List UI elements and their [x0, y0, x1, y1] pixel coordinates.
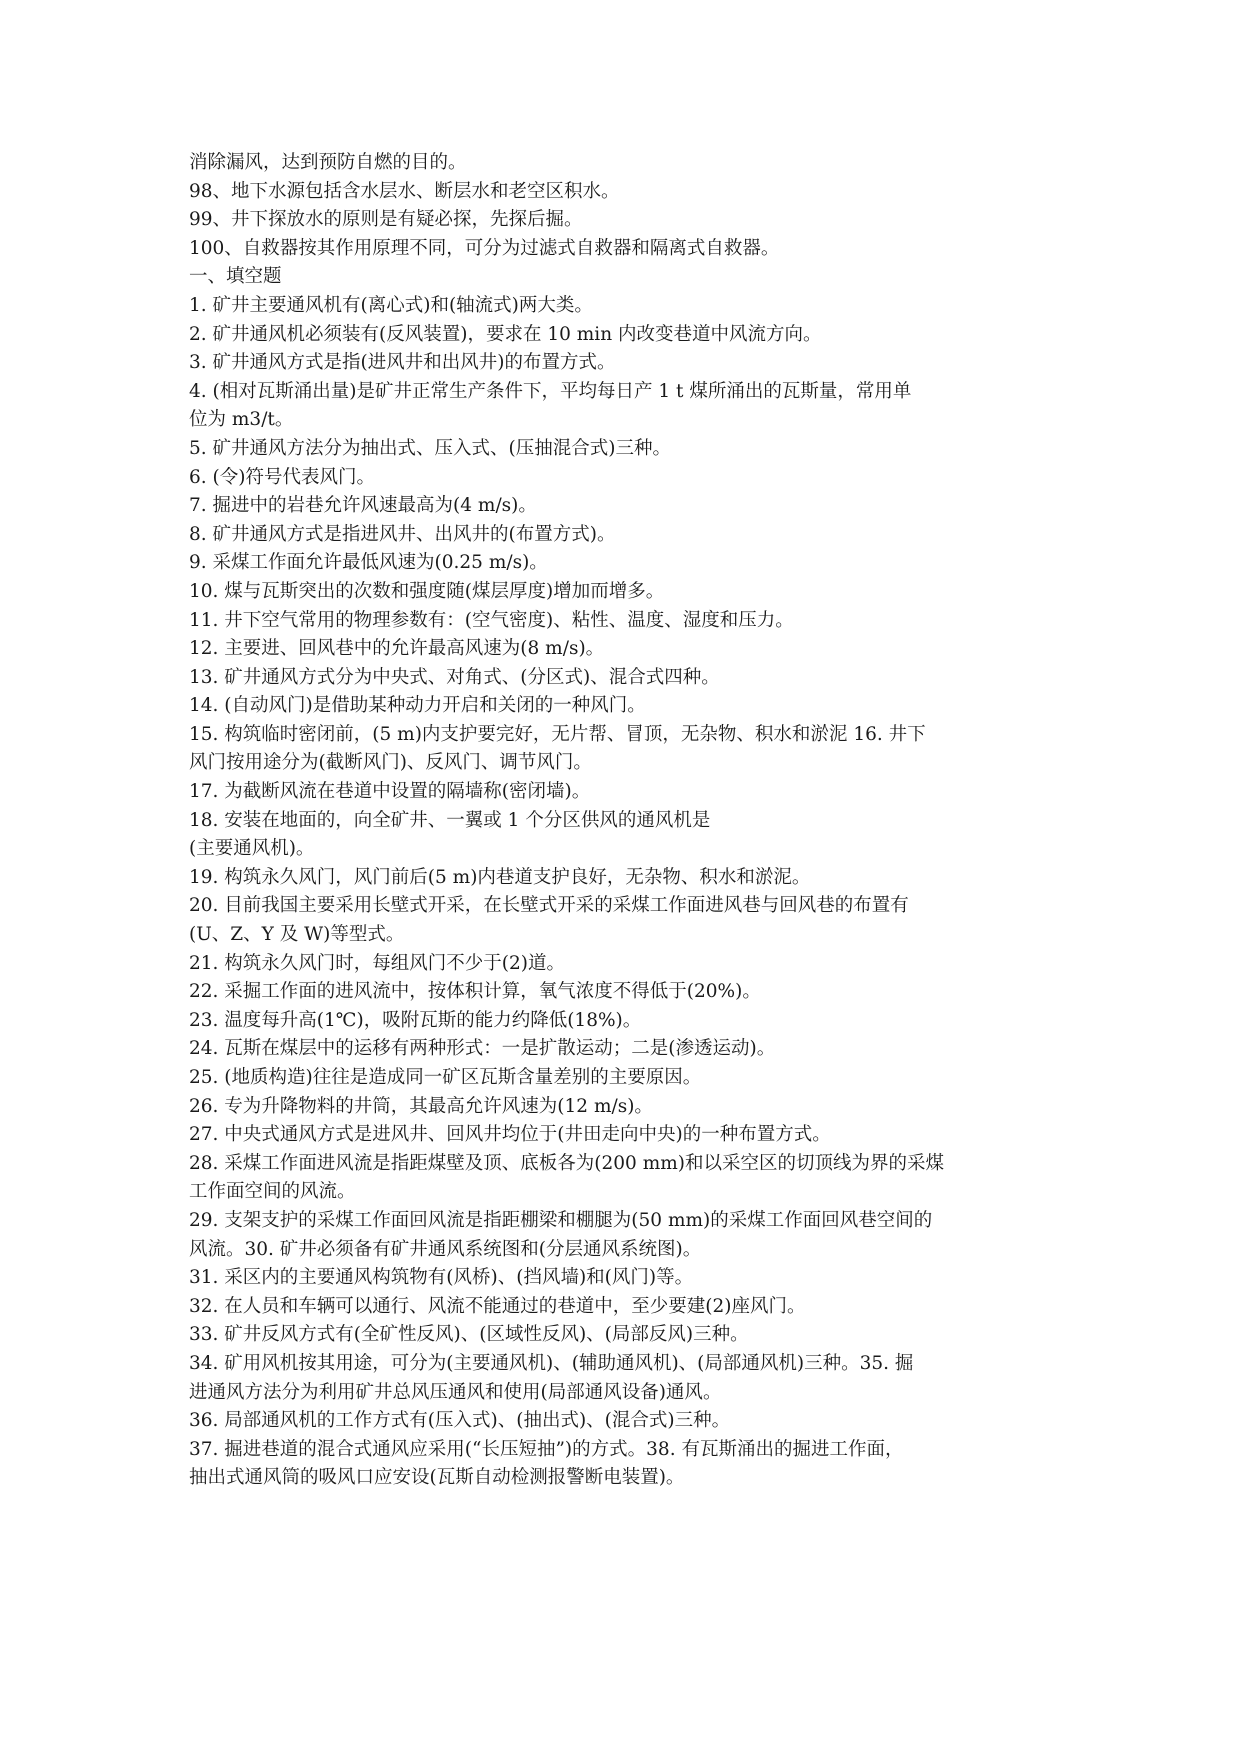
text-line: 29. 支架支护的采煤工作面回风流是指距棚梁和棚腿为(50 mm)的采煤工作面回风巷空间的: [189, 1209, 933, 1231]
text-line: 10. 煤与瓦斯突出的次数和强度随(煤层厚度)增加而增多。: [189, 580, 665, 602]
text-line: 32. 在人员和车辆可以通行、风流不能通过的巷道中，至少要建(2)座风门。: [189, 1295, 806, 1317]
text-line: (U、Z、Y 及 W)等型式。: [189, 924, 405, 946]
text-line: 9. 采煤工作面允许最低风速为(0.25 m/s)。: [189, 552, 548, 574]
text-line: 21. 构筑永久风门时，每组风门不少于(2)道。: [189, 952, 566, 974]
text-line: 3. 矿井通风方式是指(进风井和出风井)的布置方式。: [189, 352, 616, 374]
text-line: 31. 采区内的主要通风构筑物有(风桥)、(挡风墙)和(风门)等。: [189, 1267, 694, 1289]
text-line: 33. 矿井反风方式有(全矿性反风)、(区域性反风)、(局部反风)三种。: [189, 1324, 749, 1346]
text-line: 11. 井下空气常用的物理参数有：(空气密度)、粘性、温度、湿度和压力。: [189, 609, 794, 631]
section-heading: 一、填空题: [189, 266, 282, 288]
text-line: 22. 采掘工作面的进风流中，按体积计算，氧气浓度不得低于(20%)。: [189, 981, 761, 1003]
text-line: 20. 目前我国主要采用长壁式开采，在长壁式开采的采煤工作面进风巷与回风巷的布置有: [189, 895, 909, 917]
text-line: 34. 矿用风机按其用途，可分为(主要通风机)、(辅助通风机)、(局部通风机)三种。35. 掘: [189, 1352, 914, 1374]
text-line: 6. (令)符号代表风门。: [189, 466, 375, 488]
text-line: 消除漏风，达到预防自燃的目的。: [189, 152, 467, 173]
text-line: 4. (相对瓦斯涌出量)是矿井正常生产条件下，平均每日产 1 t 煤所涌出的瓦斯量，常用单: [189, 380, 912, 402]
text-line: 5. 矿井通风方法分为抽出式、压入式、(压抽混合式)三种。: [189, 437, 671, 459]
text-line: 18. 安装在地面的，向全矿井、一翼或 1 个分区供风的通风机是: [189, 809, 711, 831]
text-line: 8. 矿井通风方式是指进风井、出风井的(布置方式)。: [189, 523, 616, 545]
text-line: 25. (地质构造)往往是造成同一矿区瓦斯含量差别的主要原因。: [189, 1067, 702, 1088]
text-line: 1. 矿井主要通风机有(离心式)和(轴流式)两大类。: [189, 294, 593, 316]
text-line: 23. 温度每升高(1℃)，吸附瓦斯的能力约降低(18%)。: [189, 1009, 642, 1031]
text-line: 99、井下探放水的原则是有疑必探，先探后掘。: [189, 209, 583, 231]
text-line: 24. 瓦斯在煤层中的运移有两种形式：一是扩散运动；二是(渗透运动)。: [189, 1038, 776, 1060]
text-line: 风门按用途分为(截断风门)、反风门、调节风门。: [189, 752, 592, 774]
text-line: 36. 局部通风机的工作方式有(压入式)、(抽出式)、(混合式)三种。: [189, 1410, 731, 1432]
text-line: 抽出式通风筒的吸风口应安设(瓦斯自动检测报警断电装置)。: [189, 1467, 685, 1489]
text-line: (主要通风机)。: [189, 838, 315, 860]
text-line: 17. 为截断风流在巷道中设置的隔墙称(密闭墙)。: [189, 781, 591, 803]
text-line: 13. 矿井通风方式分为中央式、对角式、(分区式)、混合式四种。: [189, 666, 720, 688]
text-line: 98、地下水源包括含水层水、断层水和老空区积水。: [189, 180, 620, 202]
text-line: 26. 专为升降物料的井筒，其最高允许风速为(12 m/s)。: [189, 1095, 653, 1117]
text-line: 37. 掘进巷道的混合式通风应采用(“长压短抽”)的方式。38. 有瓦斯涌出的掘进工作面，: [189, 1438, 904, 1460]
text-line: 19. 构筑永久风门，风门前后(5 m)内巷道支护良好，无杂物、积水和淤泥。: [189, 866, 811, 888]
text-line: 12. 主要进、回风巷中的允许最高风速为(8 m/s)。: [189, 638, 605, 660]
text-line: 工作面空间的风流。: [189, 1181, 356, 1203]
text-line: 进通风方法分为利用矿井总风压通风和使用(局部通风设备)通风。: [189, 1381, 722, 1403]
text-line: 7. 掘进中的岩巷允许风速最高为(4 m/s)。: [189, 495, 537, 517]
text-line: 位为 m3/t。: [189, 409, 294, 431]
text-line: 15. 构筑临时密闭前，(5 m)内支护要完好，无片帮、冒顶，无杂物、积水和淤泥 16. 井下: [189, 723, 926, 745]
text-line: 2. 矿井通风机必须装有(反风装置)，要求在 10 min 内改变巷道中风流方向。: [189, 323, 822, 345]
text-line: 100、自救器按其作用原理不同，可分为过滤式自救器和隔离式自救器。: [189, 237, 780, 259]
text-line: 28. 采煤工作面进风流是指距煤壁及顶、底板各为(200 mm)和以采空区的切顶线为界的采煤: [189, 1152, 945, 1174]
text-line: 14. (自动风门)是借助某种动力开启和关闭的一种风门。: [189, 695, 646, 717]
text-line: 风流。30. 矿井必须备有矿井通风系统图和(分层通风系统图)。: [189, 1238, 702, 1260]
document-text-body: [189, 149, 1069, 1493]
text-line: 27. 中央式通风方式是进风井、回风井均位于(井田走向中央)的一种布置方式。: [189, 1124, 831, 1146]
